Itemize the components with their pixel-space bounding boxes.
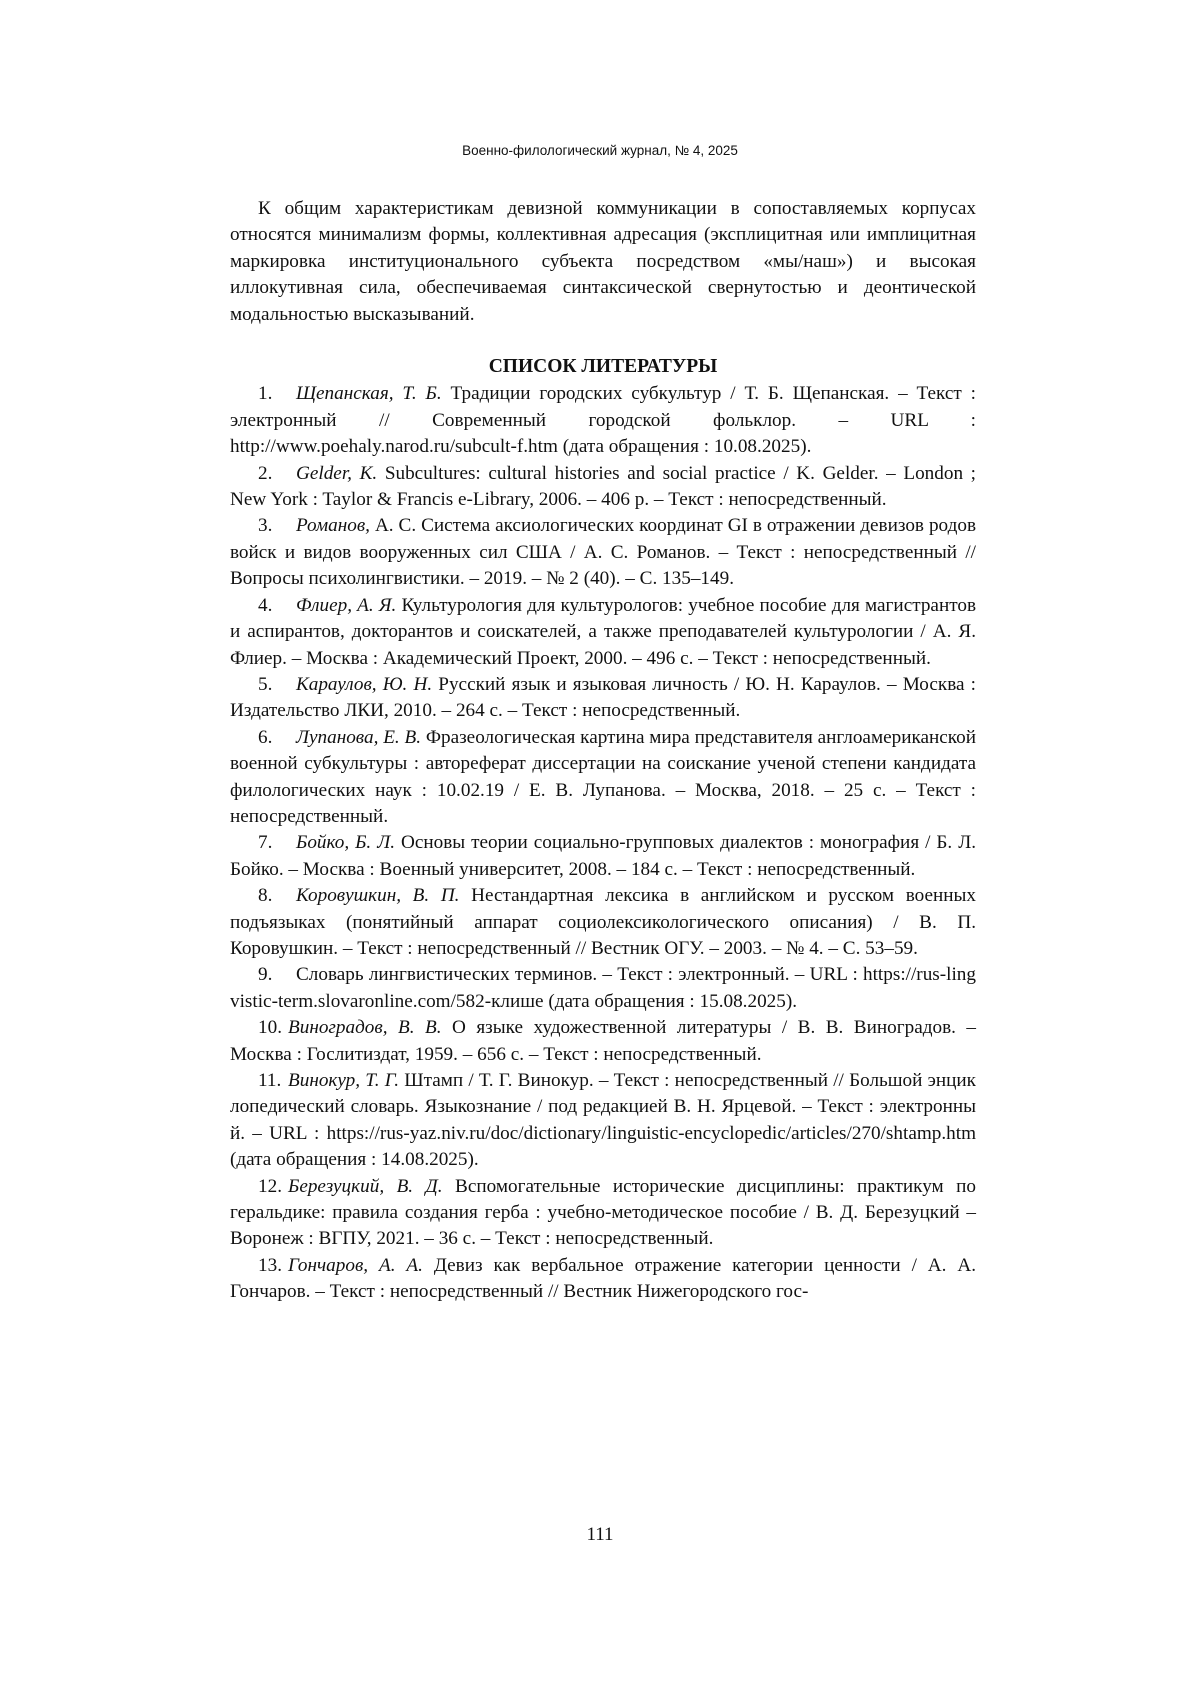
reference-text: Нестандартная лексика в английском и русском военных подъязыках (понятийный аппарат социолексикологического описания) / В. П. Коровушкин. – Текст : непосредственный // Вестник ОГУ. – 2003. – № 4. – С. 53–59.: [230, 885, 976, 959]
reference-text: Subcultures: cultural histories and social practice / K. Gelder. – London ; New York : Taylor & Francis e-Library, 2006. – 406 p. – Текст : непосредственный.: [230, 462, 977, 511]
reference-author: Флиер, А. Я.: [296, 594, 397, 616]
reference-author: Gelder, K.: [296, 462, 378, 484]
reference-item-2: [230, 461, 976, 514]
reference-number: 2.: [258, 462, 273, 484]
reference-author: Романов,: [296, 515, 370, 537]
reference-text: Русский язык и языковая личность / Ю. Н. Караулов. – Москва : Издательство ЛКИ, 2010. – 264 с. – Текст : непосредственный.: [230, 673, 976, 722]
reference-number: 6.: [258, 726, 273, 748]
reference-item-7: [230, 830, 976, 883]
reference-text: Девиз как вербальное отражение категории ценности / А. А. Гончаров. – Текст : непосредственный // Вестник Нижегородского гос-: [230, 1254, 976, 1303]
reference-author: Караулов, Ю. Н.: [296, 673, 433, 695]
reference-author: Щепанская, Т. Б.: [296, 383, 442, 405]
reference-item-1: [230, 381, 976, 460]
references-title: СПИСОК ЛИТЕРАТУРЫ: [488, 356, 718, 378]
reference-number: 13.: [258, 1254, 282, 1276]
reference-text: Традиции городских субкультур / Т. Б. Щепанская. – Текст : электронный // Современный городской фольклор. – URL : http://www.poehaly.narod.ru/subcult-f.htm (дата обращения : 10.08.2025).: [230, 383, 976, 458]
reference-item-6: [230, 725, 976, 831]
reference-text: Вспомогательные исторические дисциплины: практикум по геральдике: правила создания герба : учебно-методическое пособие / В. Д. Березуцкий – Воронеж : ВГПУ, 2021. – 36 с. – Текст : непосредственный.: [230, 1175, 977, 1250]
reference-item-3: [230, 513, 976, 592]
reference-author: Винокур, Т. Г.: [288, 1070, 400, 1091]
reference-text: Штамп / Т. Г. Винокур. – Текст : непосредственный // Большой энциклопедический словарь. Языкознание / под редакцией В. Н. Ярцевой. – Текст : электронный. – URL : https://rus-yaz.niv.ru/doc/dictionary/linguistic-encyclopedic/articles/270/shtamp.htm (дата обращения : 14.08.2025).: [230, 1070, 977, 1171]
running-header: Военно-филологический журнал, № 4, 2025: [462, 143, 738, 158]
reference-text: Фразеологическая картина мира представителя англоамериканской военной субкультуры : автореферат диссертации на соискание ученой степени кандидата филологических наук : 10.02.19 / Е. В. Лупанова. – Москва, 2018. – 25 с. – Текст : непосредственный.: [230, 726, 977, 827]
reference-number: 9.: [258, 964, 273, 986]
reference-text: А. С. Система аксиологических координат GI в отражении девизов родов войск и видов вооруженных сил США / А. С. Романов. – Текст : непосредственный // Вопросы психолингвистики. – 2019. – № 2 (40). – С. 135–149.: [230, 515, 976, 590]
reference-list: [230, 381, 976, 1305]
reference-item-10: [230, 1015, 976, 1068]
reference-author: Березуцкий, В. Д.: [288, 1175, 443, 1197]
reference-text: Основы теории социально-групповых диалектов : монография / Б. Л. Бойко. – Москва : Военный университет, 2008. – 184 с. – Текст : непосредственный.: [230, 832, 977, 880]
page-number: 111: [586, 1524, 614, 1545]
reference-item-4: [230, 593, 976, 672]
reference-text: Словарь лингвистических терминов. – Текст : электронный. – URL : https://rus-lingvistic-term.slovaronline.com/582-клише (дата обращения : 15.08.2025).: [230, 964, 976, 1012]
reference-number: 8.: [258, 885, 273, 907]
reference-item-9: [230, 962, 976, 1015]
reference-item-13: [230, 1253, 976, 1306]
intro-paragraph: К общим характеристикам девизной коммуникации в сопоставляемых корпусах относятся минимализм формы, коллективная адресация (эксплицитная или имплицитная маркировка институционального субъекта посредством «мы/наш») и высокая иллокутивная сила, обеспечиваемая синтаксической свернутостью и деонтической модальностью высказываний.: [230, 198, 976, 325]
reference-number: 11.: [258, 1070, 282, 1091]
reference-number: 1.: [258, 383, 273, 405]
reference-item-8: [230, 883, 976, 962]
reference-item-5: [230, 672, 976, 725]
reference-number: 7.: [258, 832, 273, 854]
reference-text: О языке художественной литературы / В. В. Виноградов. – Москва : Гослитиздат, 1959. – 656 с. – Текст : непосредственный.: [230, 1017, 977, 1065]
reference-number: 3.: [258, 515, 273, 537]
reference-number: 5.: [258, 673, 273, 695]
reference-author: Лупанова, Е. В.: [296, 726, 422, 748]
reference-number: 12.: [258, 1175, 282, 1197]
reference-author: Коровушкин, В. П.: [296, 885, 460, 907]
reference-number: 4.: [258, 594, 273, 616]
reference-item-12: [230, 1174, 976, 1253]
reference-author: Виноградов, В. В.: [288, 1017, 442, 1039]
page-body: [230, 196, 976, 1306]
reference-number: 10.: [258, 1017, 282, 1039]
reference-author: Гончаров, А. А.: [288, 1254, 423, 1276]
reference-item-11: [230, 1068, 976, 1174]
reference-author: Бойко, Б. Л.: [296, 832, 395, 854]
reference-text: Культурология для культурологов: учебное пособие для магистрантов и аспирантов, докторантов и соискателей, а также преподавателей культурологии / А. Я. Флиер. – Москва : Академический Проект, 2000. – 496 с. – Текст : непосредственный.: [230, 594, 976, 669]
